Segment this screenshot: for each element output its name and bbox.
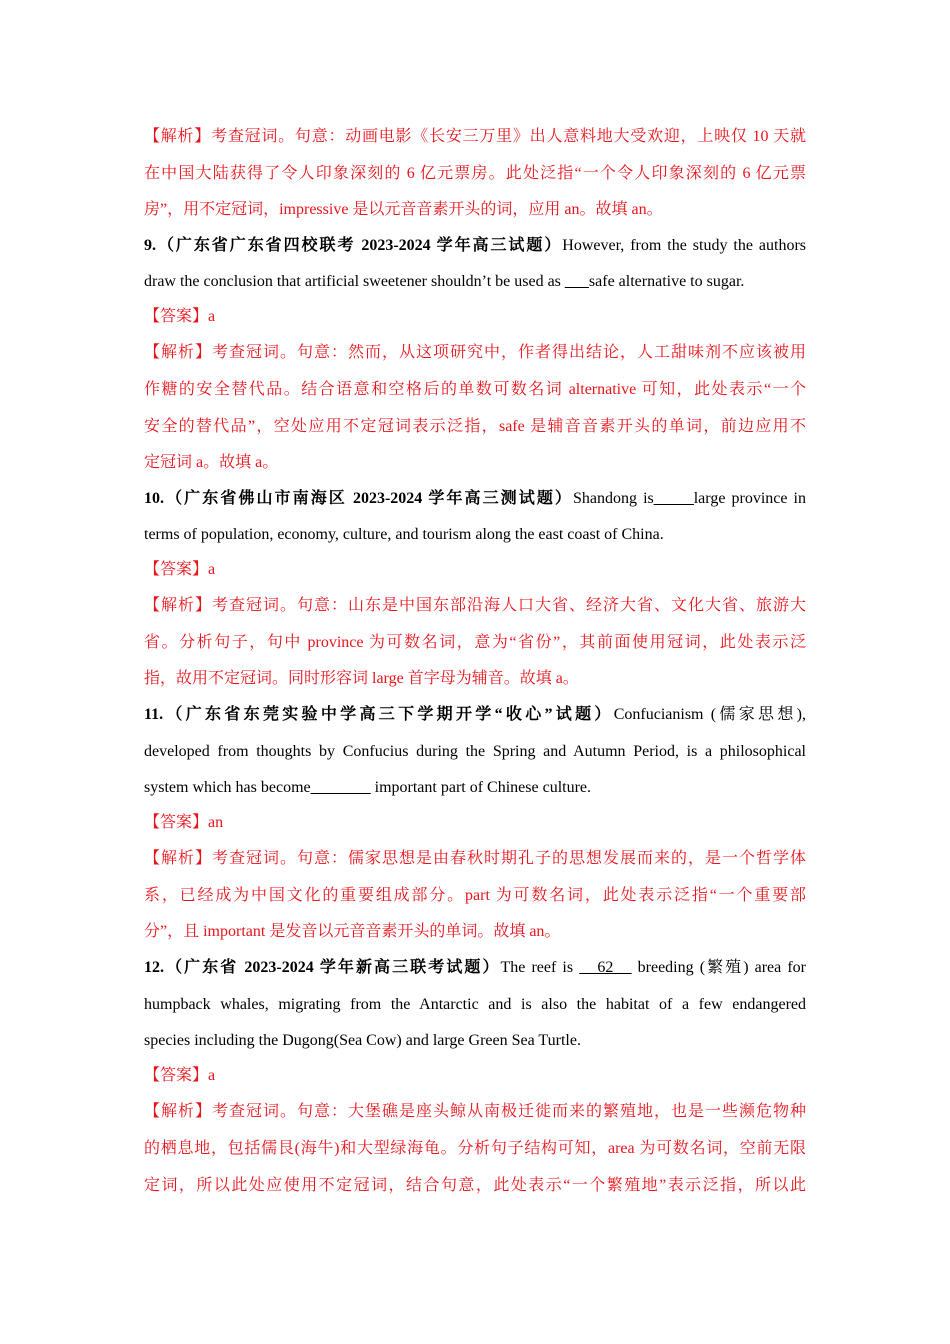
analysis-line: 作糖的安全替代品。结合语意和空格后的单数可数名词 alternative 可知，此处表示“一个: [144, 381, 806, 398]
analysis-line: 【解析】考查冠词。句意：山东是中国东部沿海人口大省、经济大省、文化大省、旅游大: [144, 597, 806, 614]
analysis-line: 系，已经成为中国文化的重要组成部分。part 为可数名词，此处表示泛指“一个重要部: [144, 887, 806, 904]
question-12-line-3: species including the Dugong(Sea Cow) and large Green Sea Turtle.: [144, 1032, 581, 1049]
question-9-line-2: [144, 264, 806, 299]
analysis-line: 【解析】考查冠词。句意：大堡礁是座头鲸从南极迁徙而来的繁殖地，也是一些濒危物种: [144, 1103, 806, 1120]
question-stem: Shandong is: [572, 490, 654, 507]
question-number: 11.: [144, 706, 164, 723]
question-source: （广东省 2023-2024 学年新高三联考试题）: [164, 959, 501, 976]
question-stem: large province in: [693, 490, 806, 507]
analysis-line: 定冠词 a。故填 a。: [144, 454, 279, 471]
question-stem: However, from the study the authors: [562, 237, 806, 254]
question-number: 12.: [144, 959, 164, 976]
answer-blank: 62: [579, 959, 632, 976]
question-source: （广东省东莞实验中学高三下学期开学“收心”试题）: [163, 706, 614, 723]
analysis-line: 的栖息地，包括儒艮(海牛)和大型绿海龟。分析句子结构可知，area 为可数名词，空前无限: [144, 1140, 806, 1157]
question-11-line-3: [144, 770, 806, 805]
question-stem: safe alternative to sugar.: [588, 273, 745, 290]
analysis-line: 指，故用不定冠词。同时形容词 large 首字母为辅音。故填 a。: [144, 670, 579, 687]
analysis-line: 安全的替代品”，空处应用不定冠词表示泛指，safe 是辅音音素开头的单词，前边应用不: [144, 418, 806, 435]
question-stem: important part of Chinese culture.: [370, 779, 592, 796]
question-source: （广东省广东省四校联考 2023-2024 学年高三试题）: [156, 237, 563, 254]
answer-blank: _____: [653, 490, 694, 507]
question-number: 9.: [144, 237, 156, 254]
analysis-line: 在中国大陆获得了令人印象深刻的 6 亿元票房。此处泛指“一个令人印象深刻的 6 亿元票: [144, 165, 806, 182]
answer-blank: ___ ____: [310, 779, 371, 796]
question-stem: The reef is: [500, 959, 580, 976]
question-12-line-1: [144, 949, 806, 986]
question-11-line-1: [144, 696, 806, 733]
question-source: （广东省佛山市南海区 2023-2024 学年高三测试题）: [164, 490, 573, 507]
question-12-line-2: humpback whales, migrating from the Antarctic and is also the habitat of a few endangered: [144, 996, 806, 1013]
question-stem: draw the conclusion that artificial sweetener shouldn’t be used as: [144, 273, 565, 290]
answer-label: 【答案】an: [144, 814, 224, 831]
analysis-line: 分”，且 important 是发音以元音音素开头的单词。故填 an。: [144, 923, 561, 940]
analysis-line: 【解析】考查冠词。句意：动画电影《长安三万里》出人意料地大受欢迎，上映仅 10 天就: [144, 128, 806, 145]
question-10-line-1: [144, 480, 806, 517]
answer-blank: ___: [564, 273, 589, 290]
analysis-line: 【解析】考查冠词。句意：儒家思想是由春秋时期孔子的思想发展而来的，是一个哲学体: [144, 850, 806, 867]
document-page: [144, 118, 806, 1204]
analysis-line: 省。分析句子，句中 province 为可数名词，意为“省份”，其前面使用冠词，此处表示泛: [144, 634, 806, 651]
question-stem: breeding (繁殖) area for: [631, 959, 806, 976]
question-11-line-2: developed from thoughts by Confucius during the Spring and Autumn Period, is a philosophical: [144, 743, 806, 760]
question-stem: Confucianism (儒家思想),: [613, 706, 806, 723]
analysis-line: 【解析】考查冠词。句意：然而，从这项研究中，作者得出结论，人工甜味剂不应该被用: [144, 344, 806, 361]
analysis-line: 定词，所以此处应使用不定冠词，结合句意，此处表示“一个繁殖地”表示泛指，所以此: [144, 1177, 806, 1194]
answer-label: 【答案】a: [144, 308, 216, 325]
answer-label: 【答案】a: [144, 561, 216, 578]
question-number: 10.: [144, 490, 164, 507]
question-stem: system which has become: [144, 779, 311, 796]
analysis-line: 房”，用不定冠词，impressive 是以元音音素开头的词，应用 an。故填 an。: [144, 201, 663, 218]
question-9-line-1: [144, 227, 806, 264]
answer-label: 【答案】a: [144, 1067, 216, 1084]
question-10-line-2: terms of population, economy, culture, and tourism along the east coast of China.: [144, 526, 664, 543]
